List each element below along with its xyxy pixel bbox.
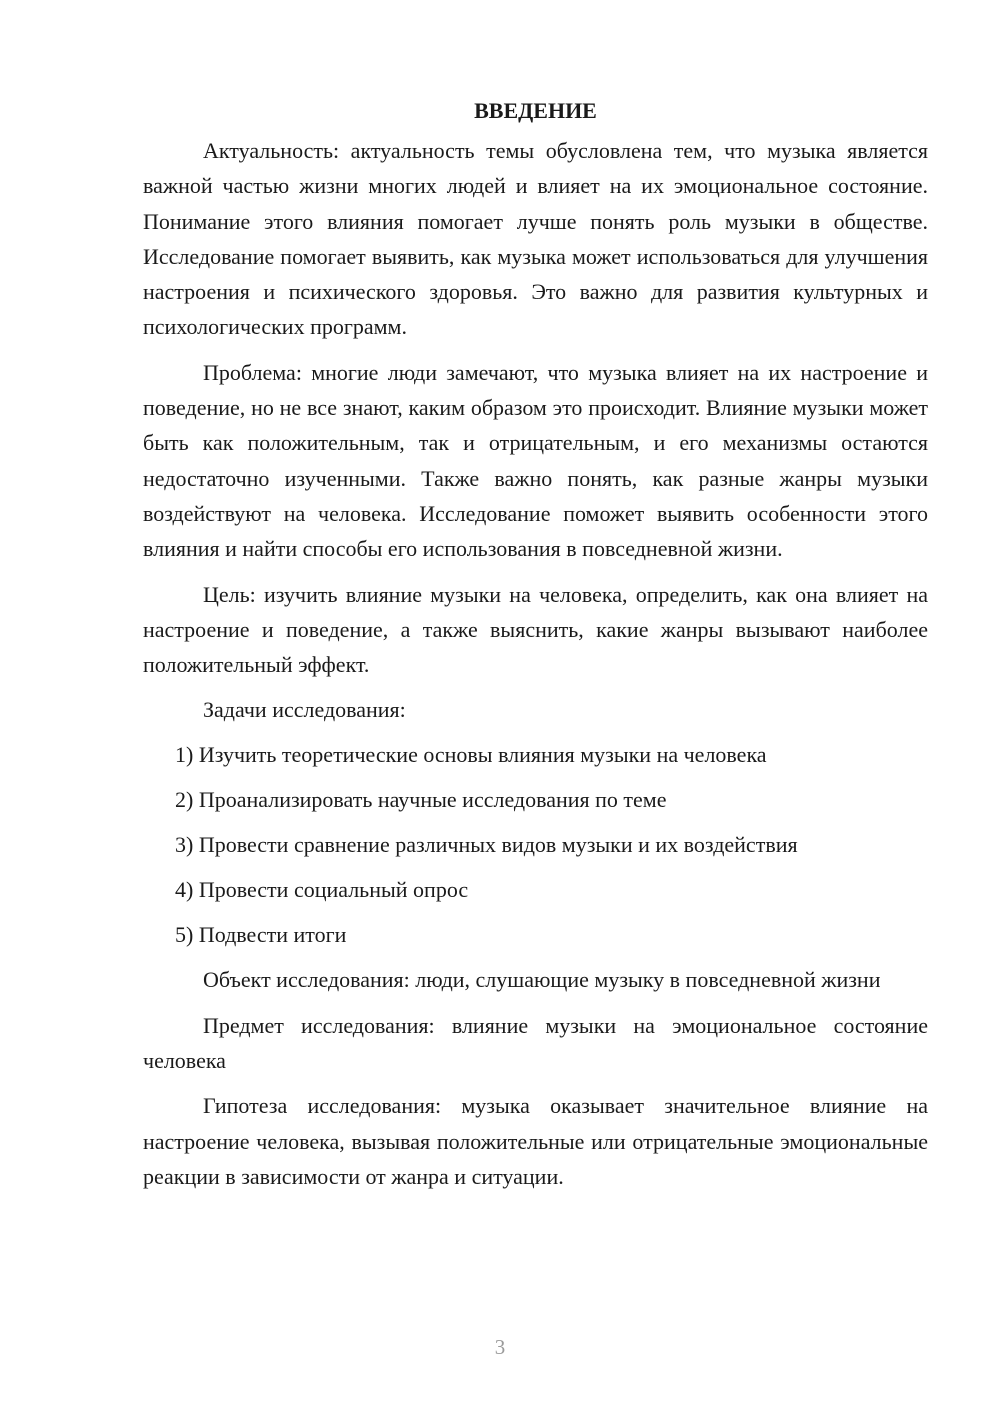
page-title: ВВЕДЕНИЕ bbox=[474, 98, 597, 123]
problem-paragraph: Проблема: многие люди замечают, что музыка влияет на их настроение и поведение, но не все знают, каким образом это происходит. Влияние музыки может быть как положительным, так и отрицательным, и его механизмы остаются недостаточно изученными. Также важно понять, как разные жанры музыки воздействуют на человека. Исследование поможет выявить особенности этого влияния и найти способы его использования в повседневной жизни. bbox=[143, 359, 928, 562]
goal-paragraph: Цель: изучить влияние музыки на человека, определить, как она влияет на настроение и поведение, а также выяснить, какие жанры вызывают наиболее положительный эффект. bbox=[143, 581, 928, 678]
task-item: 1) Изучить теоретические основы влияния музыки на человека bbox=[175, 742, 767, 768]
task-item: 4) Провести социальный опрос bbox=[175, 877, 469, 903]
object-paragraph: Объект исследования: люди, слушающие музыку в повседневной жизни bbox=[203, 967, 881, 993]
task-item: 5) Подвести итоги bbox=[175, 922, 347, 948]
document-page bbox=[143, 97, 928, 1204]
relevance-paragraph: Актуальность: актуальность темы обусловлена тем, что музыка является важной частью жизни многих людей и влияет на их эмоциональное состояние. Понимание этого влияния помогает лучше понять роль музыки в обществе. Исследование помогает выявить, как музыка может использоваться для улучшения настроения и психического здоровья. Это важно для развития культурных и психологических программ. bbox=[143, 138, 928, 340]
hypothesis-paragraph: Гипотеза исследования: музыка оказывает значительное влияние на настроение человека, вызывая положительные или отрицательные эмоциональные реакции в зависимости от жанра и ситуации. bbox=[143, 1093, 928, 1189]
tasks-list bbox=[143, 737, 928, 952]
page-number: 3 bbox=[494, 1335, 506, 1359]
task-item: 2) Проанализировать научные исследования по теме bbox=[175, 787, 667, 813]
task-item: 3) Провести сравнение различных видов музыки и их воздействия bbox=[175, 832, 798, 858]
subject-paragraph: Предмет исследования: влияние музыки на эмоциональное состояние человека bbox=[143, 1012, 928, 1074]
tasks-heading: Задачи исследования: bbox=[203, 697, 406, 723]
